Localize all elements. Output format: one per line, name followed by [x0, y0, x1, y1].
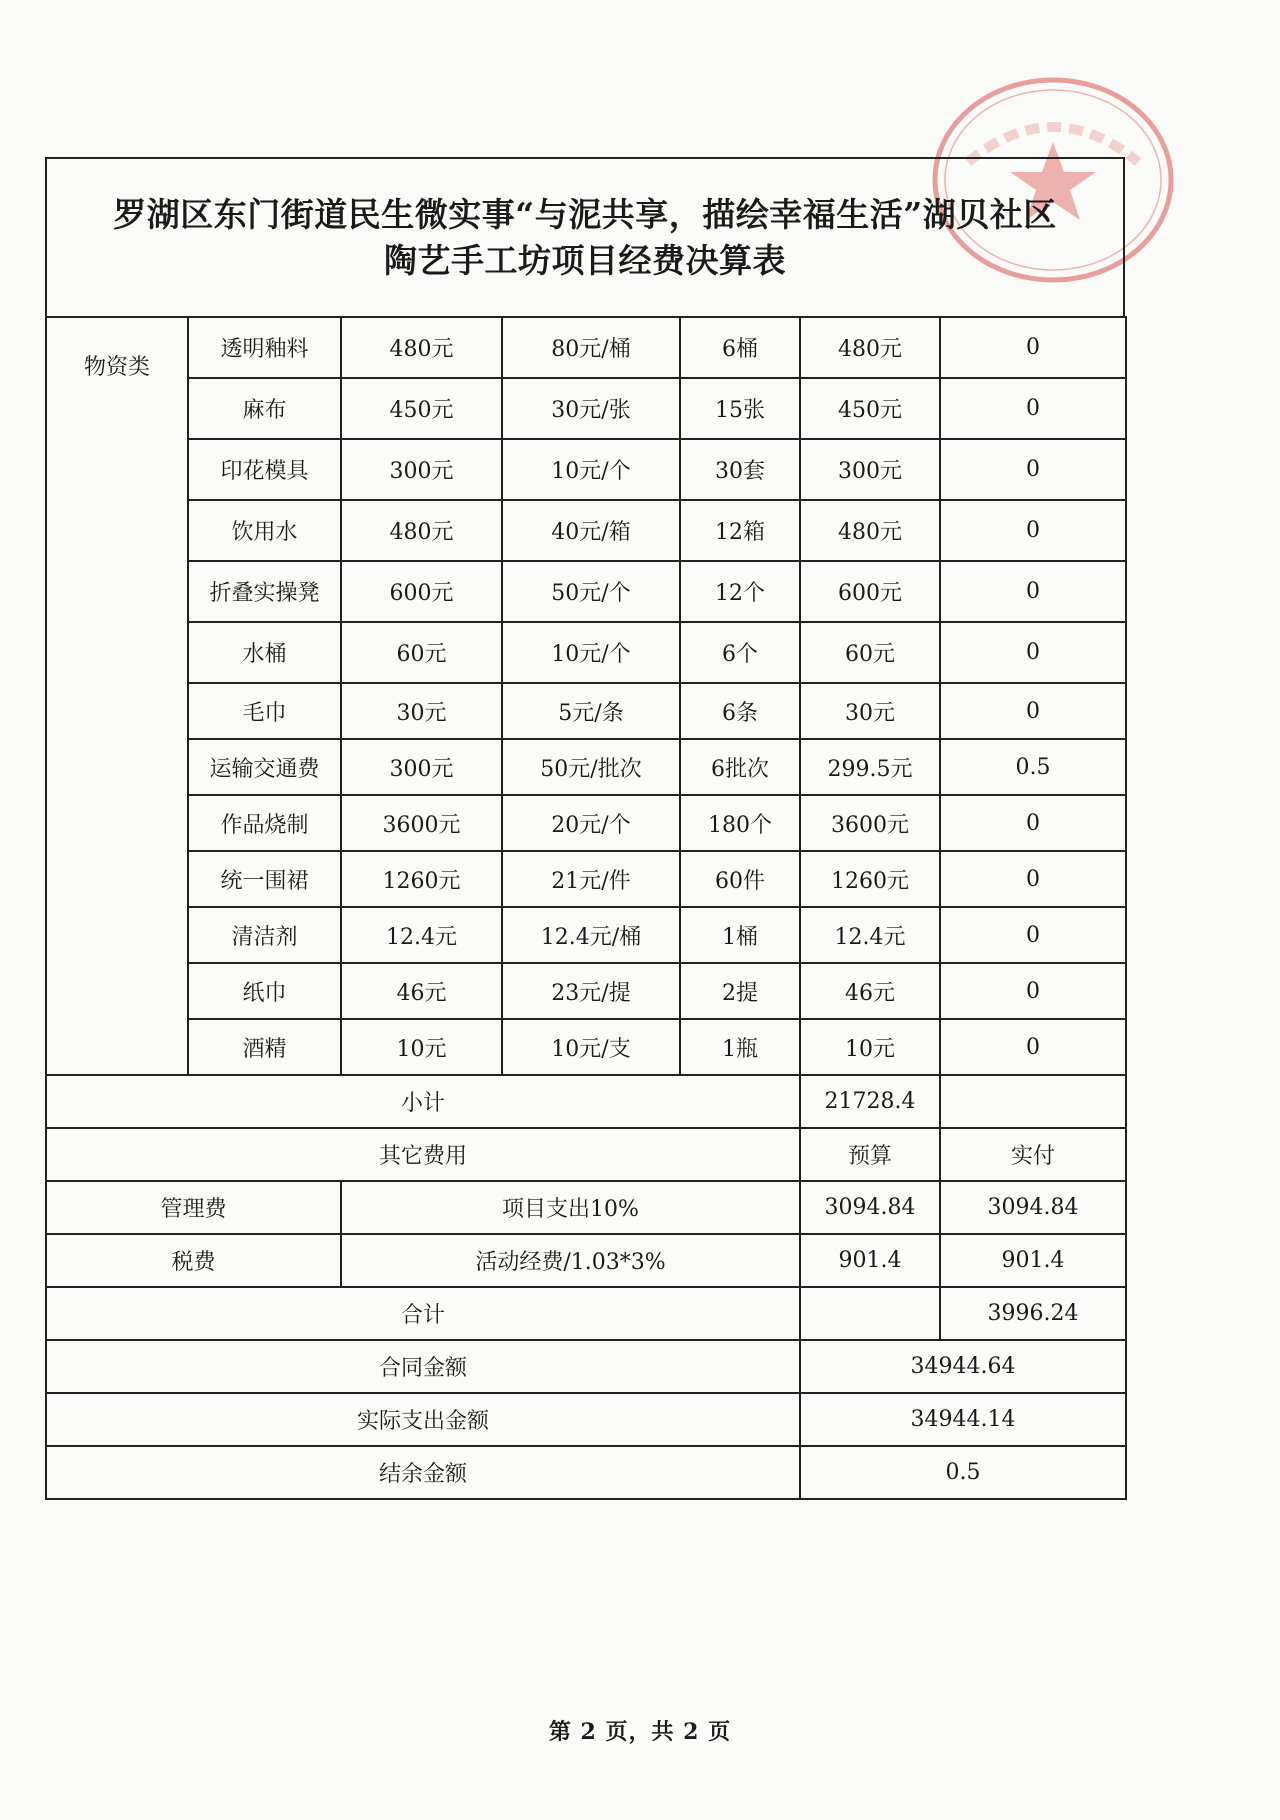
- item-actual: 30元: [800, 683, 940, 739]
- subtotal-row: [46, 1075, 1126, 1128]
- item-qty: 6条: [680, 683, 800, 739]
- item-balance: 0.5: [940, 739, 1126, 795]
- item-budget: 10元: [341, 1019, 502, 1075]
- item-unit-price: 50元/个: [502, 561, 680, 622]
- item-name: 运输交通费: [188, 739, 341, 795]
- item-name: 酒精: [188, 1019, 341, 1075]
- item-balance: 0: [940, 963, 1126, 1019]
- table-row: [46, 683, 1126, 739]
- total-empty: [800, 1287, 940, 1340]
- tax-row: [46, 1234, 1126, 1287]
- item-name: 饮用水: [188, 500, 341, 561]
- total-value: 3996.24: [940, 1287, 1126, 1340]
- item-unit-price: 20元/个: [502, 795, 680, 851]
- category-cell: 物资类: [46, 317, 188, 1075]
- tax-actual: 901.4: [940, 1234, 1126, 1287]
- tax-budget: 901.4: [800, 1234, 940, 1287]
- item-name: 麻布: [188, 378, 341, 439]
- contract-amount-label: 合同金额: [46, 1340, 800, 1393]
- item-unit-price: 10元/支: [502, 1019, 680, 1075]
- item-balance: 0: [940, 851, 1126, 907]
- item-unit-price: 23元/提: [502, 963, 680, 1019]
- budget-settlement-sheet: [45, 157, 1125, 1500]
- item-unit-price: 40元/箱: [502, 500, 680, 561]
- remaining-row: [46, 1446, 1126, 1499]
- item-actual: 3600元: [800, 795, 940, 851]
- title-line-2: 陶艺手工坊项目经费决算表: [384, 240, 786, 280]
- actual-spent-row: [46, 1393, 1126, 1446]
- item-name: 折叠实操凳: [188, 561, 341, 622]
- item-budget: 480元: [341, 500, 502, 561]
- item-name: 毛巾: [188, 683, 341, 739]
- table-row: [46, 1019, 1126, 1075]
- other-costs-header-row: [46, 1128, 1126, 1181]
- other-col-budget: 预算: [800, 1128, 940, 1181]
- item-actual: 12.4元: [800, 907, 940, 963]
- management-fee-label: 管理费: [46, 1181, 341, 1234]
- item-actual: 1260元: [800, 851, 940, 907]
- table-row: [46, 561, 1126, 622]
- item-unit-price: 10元/个: [502, 622, 680, 683]
- item-qty: 30套: [680, 439, 800, 500]
- item-unit-price: 12.4元/桶: [502, 907, 680, 963]
- contract-amount-value: 34944.64: [800, 1340, 1126, 1393]
- table-row: [46, 622, 1126, 683]
- item-budget: 46元: [341, 963, 502, 1019]
- item-unit-price: 30元/张: [502, 378, 680, 439]
- item-budget: 600元: [341, 561, 502, 622]
- document-title: [45, 157, 1125, 316]
- item-balance: 0: [940, 1019, 1126, 1075]
- actual-spent-label: 实际支出金额: [46, 1393, 800, 1446]
- item-actual: 300元: [800, 439, 940, 500]
- item-balance: 0: [940, 622, 1126, 683]
- table-row: [46, 851, 1126, 907]
- item-budget: 300元: [341, 439, 502, 500]
- table-row: [46, 439, 1126, 500]
- item-qty: 12个: [680, 561, 800, 622]
- table-row: [46, 739, 1126, 795]
- item-qty: 180个: [680, 795, 800, 851]
- item-qty: 12箱: [680, 500, 800, 561]
- contract-amount-row: [46, 1340, 1126, 1393]
- other-col-actual: 实付: [940, 1128, 1126, 1181]
- total-label: 合计: [46, 1287, 800, 1340]
- item-actual: 46元: [800, 963, 940, 1019]
- item-budget: 30元: [341, 683, 502, 739]
- item-budget: 450元: [341, 378, 502, 439]
- table-row: [46, 795, 1126, 851]
- item-balance: 0: [940, 795, 1126, 851]
- item-actual: 60元: [800, 622, 940, 683]
- tax-basis: 活动经费/1.03*3%: [341, 1234, 800, 1287]
- item-budget: 60元: [341, 622, 502, 683]
- item-balance: 0: [940, 561, 1126, 622]
- management-fee-basis: 项目支出10%: [341, 1181, 800, 1234]
- item-unit-price: 80元/桶: [502, 317, 680, 378]
- item-qty: 6批次: [680, 739, 800, 795]
- item-name: 透明釉料: [188, 317, 341, 378]
- other-costs-label: 其它费用: [46, 1128, 800, 1181]
- item-budget: 480元: [341, 317, 502, 378]
- item-rows: [46, 317, 1126, 1499]
- item-qty: 1瓶: [680, 1019, 800, 1075]
- item-budget: 12.4元: [341, 907, 502, 963]
- item-unit-price: 10元/个: [502, 439, 680, 500]
- item-balance: 0: [940, 317, 1126, 378]
- subtotal-empty: [940, 1075, 1126, 1128]
- management-fee-budget: 3094.84: [800, 1181, 940, 1234]
- item-name: 作品烧制: [188, 795, 341, 851]
- expense-table: [45, 316, 1127, 1500]
- management-fee-row: [46, 1181, 1126, 1234]
- item-actual: 299.5元: [800, 739, 940, 795]
- table-row: [46, 907, 1126, 963]
- item-qty: 15张: [680, 378, 800, 439]
- table-row: [46, 378, 1126, 439]
- item-unit-price: 50元/批次: [502, 739, 680, 795]
- table-row: [46, 317, 1126, 378]
- title-line-1: 罗湖区东门街道民生微实事“与泥共享，描绘幸福生活”湖贝社区: [113, 194, 1057, 234]
- item-balance: 0: [940, 907, 1126, 963]
- remaining-value: 0.5: [800, 1446, 1126, 1499]
- total-row: [46, 1287, 1126, 1340]
- item-name: 清洁剂: [188, 907, 341, 963]
- table-row: [46, 500, 1126, 561]
- item-budget: 300元: [341, 739, 502, 795]
- item-qty: 2提: [680, 963, 800, 1019]
- item-actual: 480元: [800, 500, 940, 561]
- subtotal-value: 21728.4: [800, 1075, 940, 1128]
- tax-label: 税费: [46, 1234, 341, 1287]
- item-qty: 6桶: [680, 317, 800, 378]
- table-row: [46, 963, 1126, 1019]
- remaining-label: 结余金额: [46, 1446, 800, 1499]
- item-balance: 0: [940, 500, 1126, 561]
- item-actual: 480元: [800, 317, 940, 378]
- item-name: 统一围裙: [188, 851, 341, 907]
- subtotal-label: 小计: [46, 1075, 800, 1128]
- item-budget: 1260元: [341, 851, 502, 907]
- item-qty: 6个: [680, 622, 800, 683]
- item-balance: 0: [940, 683, 1126, 739]
- management-fee-actual: 3094.84: [940, 1181, 1126, 1234]
- actual-spent-value: 34944.14: [800, 1393, 1126, 1446]
- item-actual: 600元: [800, 561, 940, 622]
- item-actual: 10元: [800, 1019, 940, 1075]
- item-qty: 1桶: [680, 907, 800, 963]
- item-budget: 3600元: [341, 795, 502, 851]
- item-name: 纸巾: [188, 963, 341, 1019]
- item-balance: 0: [940, 439, 1126, 500]
- item-name: 水桶: [188, 622, 341, 683]
- item-actual: 450元: [800, 378, 940, 439]
- item-unit-price: 5元/条: [502, 683, 680, 739]
- item-unit-price: 21元/件: [502, 851, 680, 907]
- item-name: 印花模具: [188, 439, 341, 500]
- item-balance: 0: [940, 378, 1126, 439]
- page-footer: 第 2 页，共 2 页: [548, 1719, 732, 1745]
- item-qty: 60件: [680, 851, 800, 907]
